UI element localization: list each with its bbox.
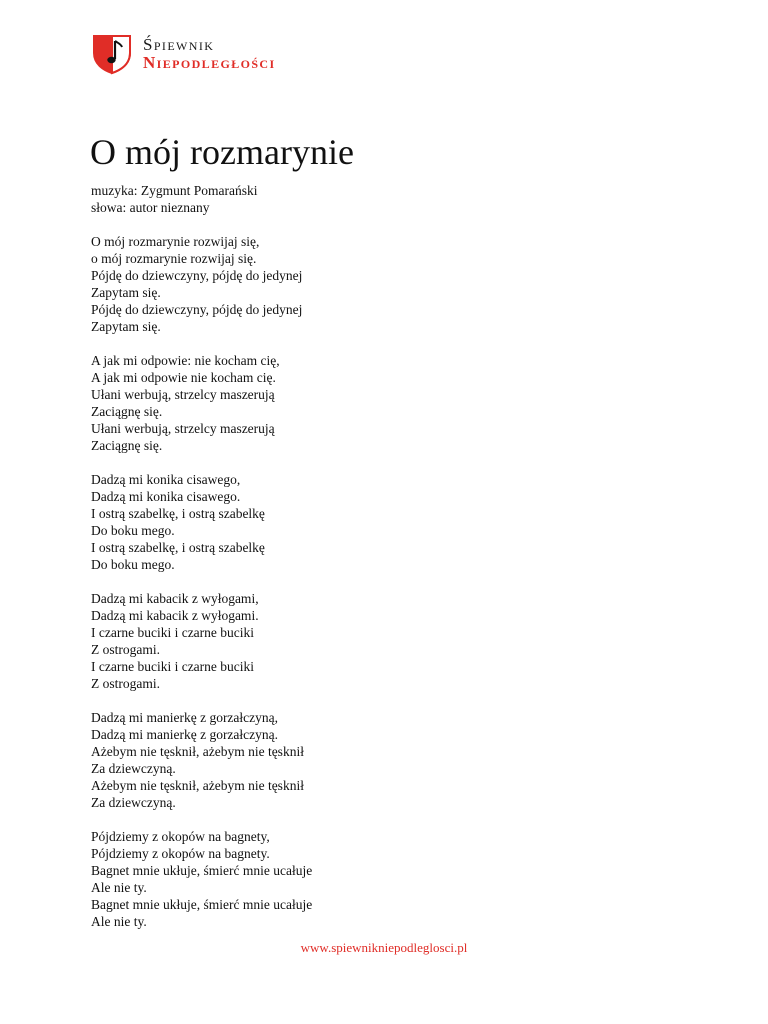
- lyric-line: Ale nie ty.: [91, 880, 147, 895]
- lyric-line: Z ostrogami.: [91, 676, 160, 691]
- lyric-line: Ułani werbują, strzelcy maszerują: [91, 387, 275, 402]
- lyric-line: A jak mi odpowie nie kocham cię.: [91, 370, 276, 385]
- lyric-line: O mój rozmarynie rozwijaj się,: [91, 234, 260, 249]
- lyric-line: Zaciągnę się.: [91, 438, 163, 453]
- lyric-line: Dadzą mi kabacik z wyłogami.: [91, 608, 259, 623]
- lyric-line: A jak mi odpowie: nie kocham cię,: [91, 353, 280, 368]
- lyric-line: Bagnet mnie ukłuje, śmierć mnie ucałuje: [91, 863, 313, 878]
- lyric-line: Zaciągnę się.: [91, 404, 163, 419]
- logo: [91, 33, 276, 75]
- lyric-line: Ale nie ty.: [91, 914, 147, 929]
- shield-music-note-icon: [91, 33, 133, 75]
- lyric-line: I ostrą szabelkę, i ostrą szabelkę: [91, 506, 265, 521]
- lyric-line: Ażebym nie tęsknił, ażebym nie tęsknił: [91, 778, 304, 793]
- lyric-line: Dadzą mi konika cisawego,: [91, 472, 241, 487]
- stanza-2: [91, 352, 312, 454]
- lyrics-credit: słowa: autor nieznany: [91, 200, 210, 215]
- lyric-line: Za dziewczyną.: [91, 761, 176, 776]
- lyric-line: Dadzą mi manierkę z gorzałczyną,: [91, 710, 279, 725]
- lyric-line: Zapytam się.: [91, 285, 161, 300]
- lyric-line: Z ostrogami.: [91, 642, 160, 657]
- lyric-line: Pójdę do dziewczyny, pójdę do jedynej: [91, 302, 303, 317]
- website-link[interactable]: www.spiewnikniepodleglosci.pl: [300, 940, 468, 955]
- lyric-line: I czarne buciki i czarne buciki: [91, 659, 255, 674]
- lyric-line: Pójdziemy z okopów na bagnety.: [91, 846, 270, 861]
- lyric-line: Dadzą mi kabacik z wyłogami,: [91, 591, 259, 606]
- logo-title-line2: Niepodległości: [143, 53, 276, 72]
- stanza-3: [91, 471, 312, 573]
- lyric-line: Do boku mego.: [91, 557, 175, 572]
- song-credits: [91, 182, 257, 216]
- stanza-5: [91, 709, 312, 811]
- lyric-line: Dadzą mi konika cisawego.: [91, 489, 241, 504]
- lyric-line: I czarne buciki i czarne buciki: [91, 625, 255, 640]
- footer: [0, 940, 768, 956]
- stanza-6: [91, 828, 312, 930]
- lyrics: [91, 233, 312, 947]
- song-title: O mój rozmarynie: [90, 132, 354, 172]
- lyric-line: I ostrą szabelkę, i ostrą szabelkę: [91, 540, 265, 555]
- lyric-line: o mój rozmarynie rozwijaj się.: [91, 251, 257, 266]
- lyric-line: Bagnet mnie ukłuje, śmierć mnie ucałuje: [91, 897, 313, 912]
- logo-title-line1: Śpiewnik: [143, 35, 215, 54]
- lyric-line: Do boku mego.: [91, 523, 175, 538]
- lyric-line: Dadzą mi manierkę z gorzałczyną.: [91, 727, 279, 742]
- lyric-line: Za dziewczyną.: [91, 795, 176, 810]
- stanza-4: [91, 590, 312, 692]
- lyric-line: Ułani werbują, strzelcy maszerują: [91, 421, 275, 436]
- lyric-line: Zapytam się.: [91, 319, 161, 334]
- lyric-line: Pójdziemy z okopów na bagnety,: [91, 829, 270, 844]
- stanza-1: [91, 233, 312, 335]
- lyric-line: Ażebym nie tęsknił, ażebym nie tęsknił: [91, 744, 304, 759]
- lyric-line: Pójdę do dziewczyny, pójdę do jedynej: [91, 268, 303, 283]
- music-credit: muzyka: Zygmunt Pomarański: [91, 183, 258, 198]
